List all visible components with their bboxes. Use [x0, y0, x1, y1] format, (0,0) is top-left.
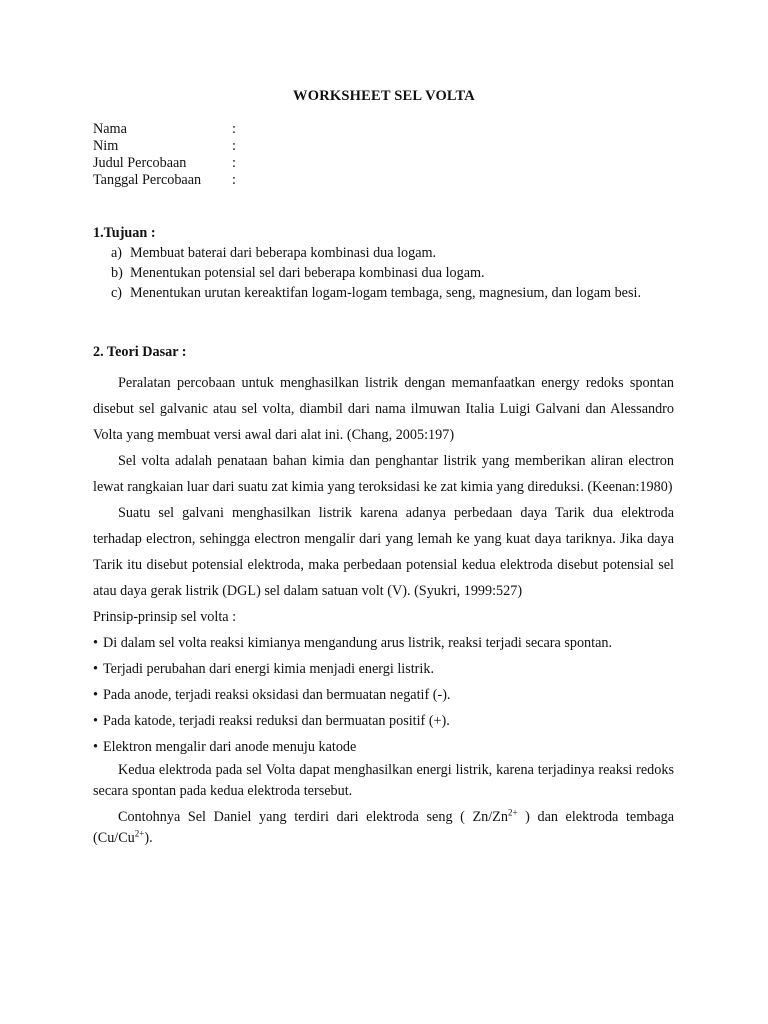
- list-item: [93, 734, 674, 760]
- list-marker: c): [111, 285, 123, 301]
- paragraph: Sel volta adalah penataan bahan kimia dan penghantar listrik yang memberikan aliran electron lewat rangkaian luar dari suatu zat kimia yang teroksidasi ke zat kimia yang direduksi. (Keenan:1980): [93, 453, 674, 495]
- list-item: [93, 630, 674, 656]
- bullet-icon: •: [93, 687, 98, 703]
- list-item: [111, 283, 674, 303]
- text-run: ) dan elektroda tembaga (Cu/Cu: [93, 809, 675, 846]
- principles-heading: Prinsip-prinsip sel volta :: [93, 609, 237, 625]
- superscript-charge: 2+: [134, 828, 145, 839]
- list-item-text: Pada anode, terjadi reaksi oksidasi dan bermuatan negatif (-).: [103, 687, 451, 703]
- bullet-icon: •: [93, 713, 98, 729]
- identity-label: Tanggal Percobaan: [93, 172, 202, 188]
- text-run: ).: [144, 830, 153, 846]
- objectives-list: [111, 243, 674, 303]
- identity-colon: :: [232, 172, 236, 188]
- list-item: [93, 656, 674, 682]
- paragraph: Peralatan percobaan untuk menghasilkan listrik dengan memanfaatkan energy redoks spontan disebut sel galvanic atau sel volta, diambil dari nama ilmuwan Italia Luigi Galvani dan Alessandro Volta yang membuat versi awal dari alat ini. (Chang, 2005:197): [93, 375, 674, 443]
- bullet-icon: •: [93, 739, 98, 755]
- section-heading-objectives: 1.Tujuan :: [93, 225, 156, 241]
- list-item-text: Membuat baterai dari beberapa kombinasi dua logam.: [130, 245, 437, 261]
- document-title: WORKSHEET SEL VOLTA: [293, 88, 475, 104]
- identity-row-experiment-title: [93, 155, 242, 172]
- list-item: [93, 682, 674, 708]
- bullet-icon: •: [93, 635, 98, 651]
- identity-label: Nama: [93, 121, 127, 137]
- paragraph: Suatu sel galvani menghasilkan listrik karena adanya perbedaan daya Tarik dua elektroda terhadap electron, sehingga electron mengalir dari yang lemah ke yang kuat daya tariknya. Jika daya Tarik itu disebut potensial elektroda, maka perbedaan potensial kedua elektroda disebut potensial sel atau daya gerak listrik (DGL) sel dalam satuan volt (V). (Syukri, 1999:527): [93, 505, 674, 599]
- list-item-text: Pada katode, terjadi reaksi reduksi dan bermuatan positif (+).: [103, 713, 450, 729]
- list-marker: b): [111, 265, 123, 281]
- identity-row-experiment-date: [93, 172, 242, 189]
- list-item: [111, 263, 674, 283]
- paragraph-daniel-cell: [93, 807, 674, 849]
- text-run: Contohnya Sel Daniel yang terdiri dari elektroda seng ( Zn/Zn: [118, 809, 508, 825]
- list-item-text: Elektron mengalir dari anode menuju katode: [103, 739, 357, 755]
- list-item-text: Menentukan urutan kereaktifan logam-logam tembaga, seng, magnesium, dan logam besi.: [130, 285, 641, 301]
- identity-row-name: [93, 121, 242, 138]
- section-heading-theory: 2. Teori Dasar :: [93, 344, 187, 360]
- list-marker: a): [111, 245, 123, 261]
- identity-colon: :: [232, 121, 236, 137]
- list-item-text: Di dalam sel volta reaksi kimianya mengandung arus listrik, reaksi terjadi secara spontan.: [103, 635, 613, 651]
- identity-colon: :: [232, 138, 236, 154]
- list-item: [93, 708, 674, 734]
- superscript-charge: 2+: [507, 807, 518, 818]
- identity-colon: :: [232, 155, 236, 171]
- list-item: [111, 243, 674, 263]
- list-item-text: Menentukan potensial sel dari beberapa kombinasi dua logam.: [130, 265, 485, 281]
- paragraph: Kedua elektroda pada sel Volta dapat menghasilkan energi listrik, karena terjadinya reaksi redoks secara spontan pada kedua elektroda tersebut.: [93, 762, 674, 799]
- theory-body: [93, 370, 674, 854]
- list-item-text: Terjadi perubahan dari energi kimia menjadi energi listrik.: [103, 661, 434, 677]
- identity-fields: [93, 121, 242, 189]
- bullet-icon: •: [93, 661, 98, 677]
- identity-label: Nim: [93, 138, 119, 154]
- identity-label: Judul Percobaan: [93, 155, 187, 171]
- identity-row-nim: [93, 138, 242, 155]
